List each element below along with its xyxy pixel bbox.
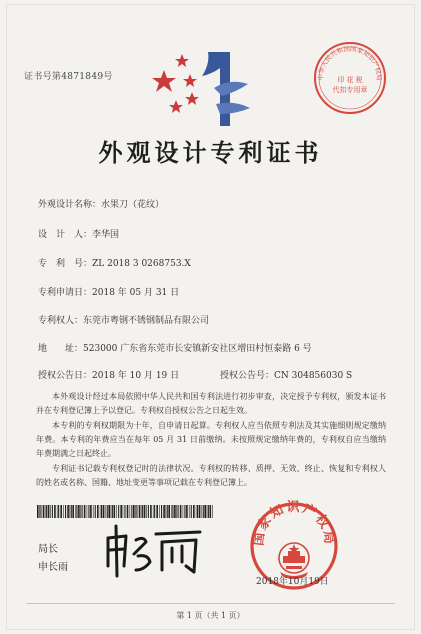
barcode-bar [40,505,41,518]
barcode-bar [197,505,198,518]
barcode-bar [50,505,51,518]
field-application-date-value: 2018 年 05 月 31 日 [92,288,180,298]
barcode-bar [54,505,56,518]
field-application-date [38,285,179,298]
barcode-bar [100,505,101,518]
barcode-bar [183,505,184,518]
handwritten-signature [100,520,210,578]
barcode-bar [204,505,206,518]
barcode-bar [146,505,147,518]
barcode-bar [167,505,168,518]
seal-top-ring-text: 中华人民共和国国家知识产权局 [316,44,384,81]
barcode-bar [196,505,197,518]
barcode-bar [208,505,209,518]
barcode-bar [71,505,72,518]
barcode-bar [176,505,177,518]
field-patentee-value: 东莞市粤钢不锈钢制品有限公司 [83,316,210,326]
barcode-bar [154,505,155,518]
barcode-bar [90,505,92,518]
barcode-bar [207,505,208,518]
barcode-bar [133,505,135,518]
barcode-bar [105,505,106,518]
barcode-bar [46,505,47,518]
barcode-bar [136,505,137,518]
barcode-bar [114,505,116,518]
paragraph-2: 本专利的专利权期限为十年，自申请日起算。专利权人应当依照专利法及其实施细则规定缴纳年费。本专利的年费应当在每年 05 月 31 日前缴纳。未按照规定缴纳年费的，专利权自应当缴纳年费期满之日起终止。 [36,421,386,458]
barcode-bar [199,505,201,518]
barcode-bar [107,505,108,518]
barcode-bar [150,505,152,518]
barcode-bar [153,505,154,518]
barcode-bar [191,505,192,518]
barcode-bar [124,505,125,518]
barcode-bar [131,505,132,518]
grant-number-label: 授权公告号： [220,371,275,381]
barcode-bar [67,505,69,518]
barcode-bar [127,505,129,518]
barcode-bar [39,505,40,518]
barcode-bar [82,505,83,518]
field-design-name-label: 外观设计名称： [38,200,102,210]
field-address [38,341,312,354]
field-designer-label: 设 计 人： [38,230,93,240]
barcode-bar [118,505,119,518]
barcode-bar [57,505,58,518]
issue-date: 2018年10月19日 [256,577,329,587]
page-footer: 第 1 页（共 1 页） [176,611,245,620]
barcode-bar [108,505,110,518]
field-patentee-label: 专利权人： [38,316,84,326]
barcode-bar [135,505,136,518]
barcode-bar [141,505,142,518]
barcode-bar [103,505,105,518]
barcode-bar [93,505,94,518]
barcode-bar [178,505,179,518]
barcode-bar [174,505,176,518]
barcode-bar [139,505,141,518]
barcode-bar [76,505,77,518]
barcode-bar [180,505,182,518]
field-design-name [38,197,164,210]
barcode-bar [210,505,212,518]
barcode-bar [142,505,143,518]
field-application-date-label: 专利申请日： [38,288,93,298]
barcode-bar [84,505,86,518]
barcode-icon [37,505,215,518]
barcode-bar [112,505,113,518]
footer-divider [26,603,395,604]
grant-date-label: 授权公告日： [38,371,93,381]
grant-info-row [38,368,352,381]
barcode-bar [184,505,185,518]
grant-number-value: CN 304856030 S [274,371,353,381]
barcode-bar [172,505,173,518]
barcode-bar [97,505,99,518]
barcode-bar [48,505,50,518]
signatory-name: 申长雨 [38,562,68,573]
barcode-bar [52,505,53,518]
barcode-bar [78,505,80,518]
barcode-bar [159,505,160,518]
field-patentee [38,313,209,326]
barcode-bar [70,505,71,518]
cnipa-emblem-icon [150,48,254,128]
barcode-bar [72,505,74,518]
barcode-bar [80,505,81,518]
barcode-bar [111,505,112,518]
barcode-bar [166,505,167,518]
field-designer-value: 李华国 [92,230,120,240]
barcode-bar [37,505,39,518]
barcode-bar [189,505,190,518]
barcode-bar [43,505,45,518]
barcode-bar [88,505,89,518]
barcode-bar [65,505,66,518]
barcode-bar [45,505,46,518]
field-address-value: 523000 广东省东莞市长安镇新安社区增田村恒泰路 6 号 [83,344,312,354]
barcode-bar [156,505,158,518]
certificate-number: 证书号第4871849号 [24,72,113,82]
barcode-bar [75,505,76,518]
barcode-bar [130,505,131,518]
barcode-bar [60,505,62,518]
stamp-duty-seal [312,40,388,116]
seal-top-center-line1: 印 花 税 [337,76,363,84]
barcode-bar [193,505,195,518]
field-patent-number-value: ZL 2018 3 0268753.X [92,259,191,269]
barcode-bar [212,505,213,518]
barcode-bar [87,505,88,518]
barcode-bar [148,505,149,518]
barcode-bar [168,505,170,518]
barcode-bar [201,505,202,518]
barcode-bar [116,505,117,518]
barcode-bar [144,505,146,518]
page-title: 外观设计专利证书 [98,138,323,167]
barcode-bar [120,505,122,518]
barcode-bar [171,505,172,518]
barcode-bar [186,505,188,518]
grant-date-value: 2018 年 10 月 19 日 [92,371,180,381]
barcode-bar [101,505,102,518]
barcode-bar [163,505,165,518]
signatory-role: 局长 [38,544,58,555]
barcode-bar [95,505,96,518]
field-patent-number-label: 专 利 号： [38,259,93,269]
seal-bottom-ring-text: 国家知识产权局 [251,500,337,547]
field-address-label: 地 址： [38,344,84,354]
barcode-bar [63,505,64,518]
paragraph-1: 本外观设计经过本局依照中华人民共和国专利法进行初步审查，决定授予专利权，颁发本证书并在专利登记簿上予以登记。专利权自授权公告之日起生效。 [36,392,386,415]
barcode-bar [123,505,124,518]
barcode-bar [161,505,162,518]
field-design-name-value: 水果刀（花纹） [101,200,165,210]
paragraph-3: 专利证书记载专利权登记时的法律状况。专利权的转移、质押、无效、终止、恢复和专利权人的姓名或名称、国籍、地址变更等事项记载在专利登记簿上。 [36,464,386,487]
seal-top-center-line2: 代扣专用章 [332,86,368,94]
barcode-bar [58,505,59,518]
barcode-bar [203,505,204,518]
svg-text:国家知识产权局 [250,500,336,547]
field-designer [38,227,119,240]
field-patent-number [38,256,191,269]
